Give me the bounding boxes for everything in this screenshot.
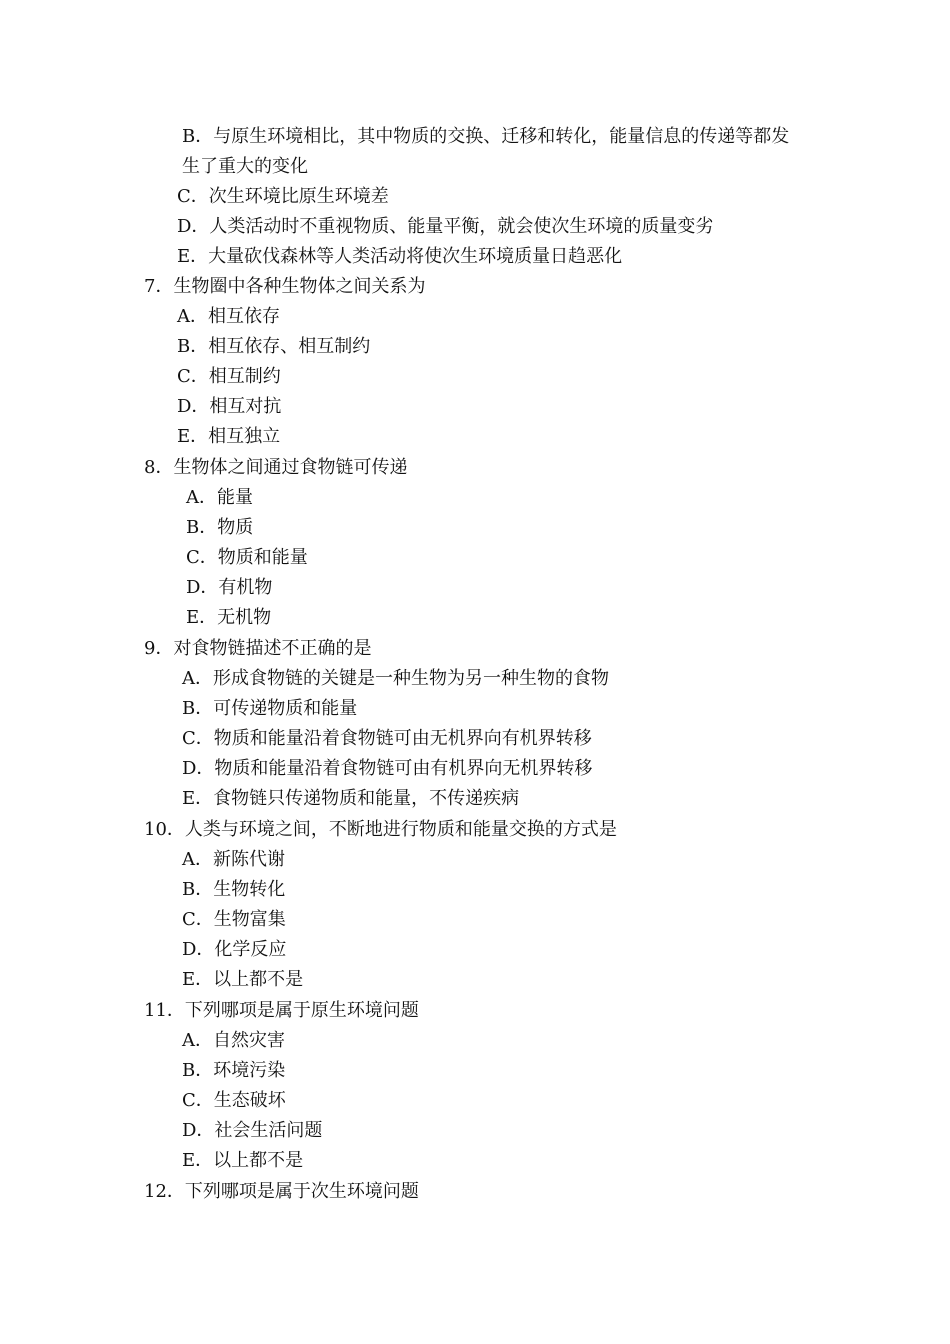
q8-option-e: E．无机物 <box>186 607 272 628</box>
q9-option-a: A．形成食物链的关键是一种生物为另一种生物的食物 <box>182 668 609 689</box>
q10-option-c: C．生物富集 <box>182 909 286 930</box>
q7-option-c: C．相互制约 <box>177 366 281 387</box>
q7-option-b: B．相互依存、相互制约 <box>177 336 371 357</box>
q11-stem: 11．下列哪项是属于原生环境问题 <box>144 1000 419 1021</box>
q9-option-e: E．食物链只传递物质和能量，不传递疾病 <box>182 788 520 809</box>
q7-option-e: E．相互独立 <box>177 426 281 447</box>
q11-option-b: B．环境污染 <box>182 1060 286 1081</box>
q12-stem: 12．下列哪项是属于次生环境问题 <box>144 1181 419 1202</box>
q9-stem: 9．对食物链描述不正确的是 <box>144 638 372 659</box>
q10-stem: 10．人类与环境之间，不断地进行物质和能量交换的方式是 <box>144 819 617 840</box>
q7-stem: 7．生物圈中各种生物体之间关系为 <box>144 276 426 297</box>
q10-option-b: B．生物转化 <box>182 879 286 900</box>
q11-option-a: A．自然灾害 <box>182 1030 285 1051</box>
q9-option-b: B．可传递物质和能量 <box>182 698 358 719</box>
q8-option-a: A．能量 <box>186 487 253 508</box>
q7-option-d: D．相互对抗 <box>177 396 282 417</box>
q6-option-b-line1: B．与原生环境相比，其中物质的交换、迁移和转化，能量信息的传递等都发 <box>182 126 790 147</box>
q8-option-c: C．物质和能量 <box>186 547 308 568</box>
q8-stem: 8．生物体之间通过食物链可传递 <box>144 457 408 478</box>
q7-option-a: A．相互依存 <box>177 306 280 327</box>
q8-option-d: D．有机物 <box>186 577 273 598</box>
q9-option-c: C．物质和能量沿着食物链可由无机界向有机界转移 <box>182 728 592 749</box>
q10-option-d: D．化学反应 <box>182 939 287 960</box>
q6-option-e: E．大量砍伐森林等人类活动将使次生环境质量日趋恶化 <box>177 246 623 267</box>
q10-option-a: A．新陈代谢 <box>182 849 285 870</box>
q10-option-e: E．以上都不是 <box>182 969 304 990</box>
q6-option-c: C．次生环境比原生环境差 <box>177 186 389 207</box>
q6-option-b-line2: 生了重大的变化 <box>182 156 308 177</box>
q6-option-d: D．人类活动时不重视物质、能量平衡，就会使次生环境的质量变劣 <box>177 216 714 237</box>
q11-option-c: C．生态破坏 <box>182 1090 286 1111</box>
q11-option-e: E．以上都不是 <box>182 1150 304 1171</box>
q8-option-b: B．物质 <box>186 517 254 538</box>
q11-option-d: D．社会生活问题 <box>182 1120 323 1141</box>
q9-option-d: D．物质和能量沿着食物链可由有机界向无机界转移 <box>182 758 593 779</box>
